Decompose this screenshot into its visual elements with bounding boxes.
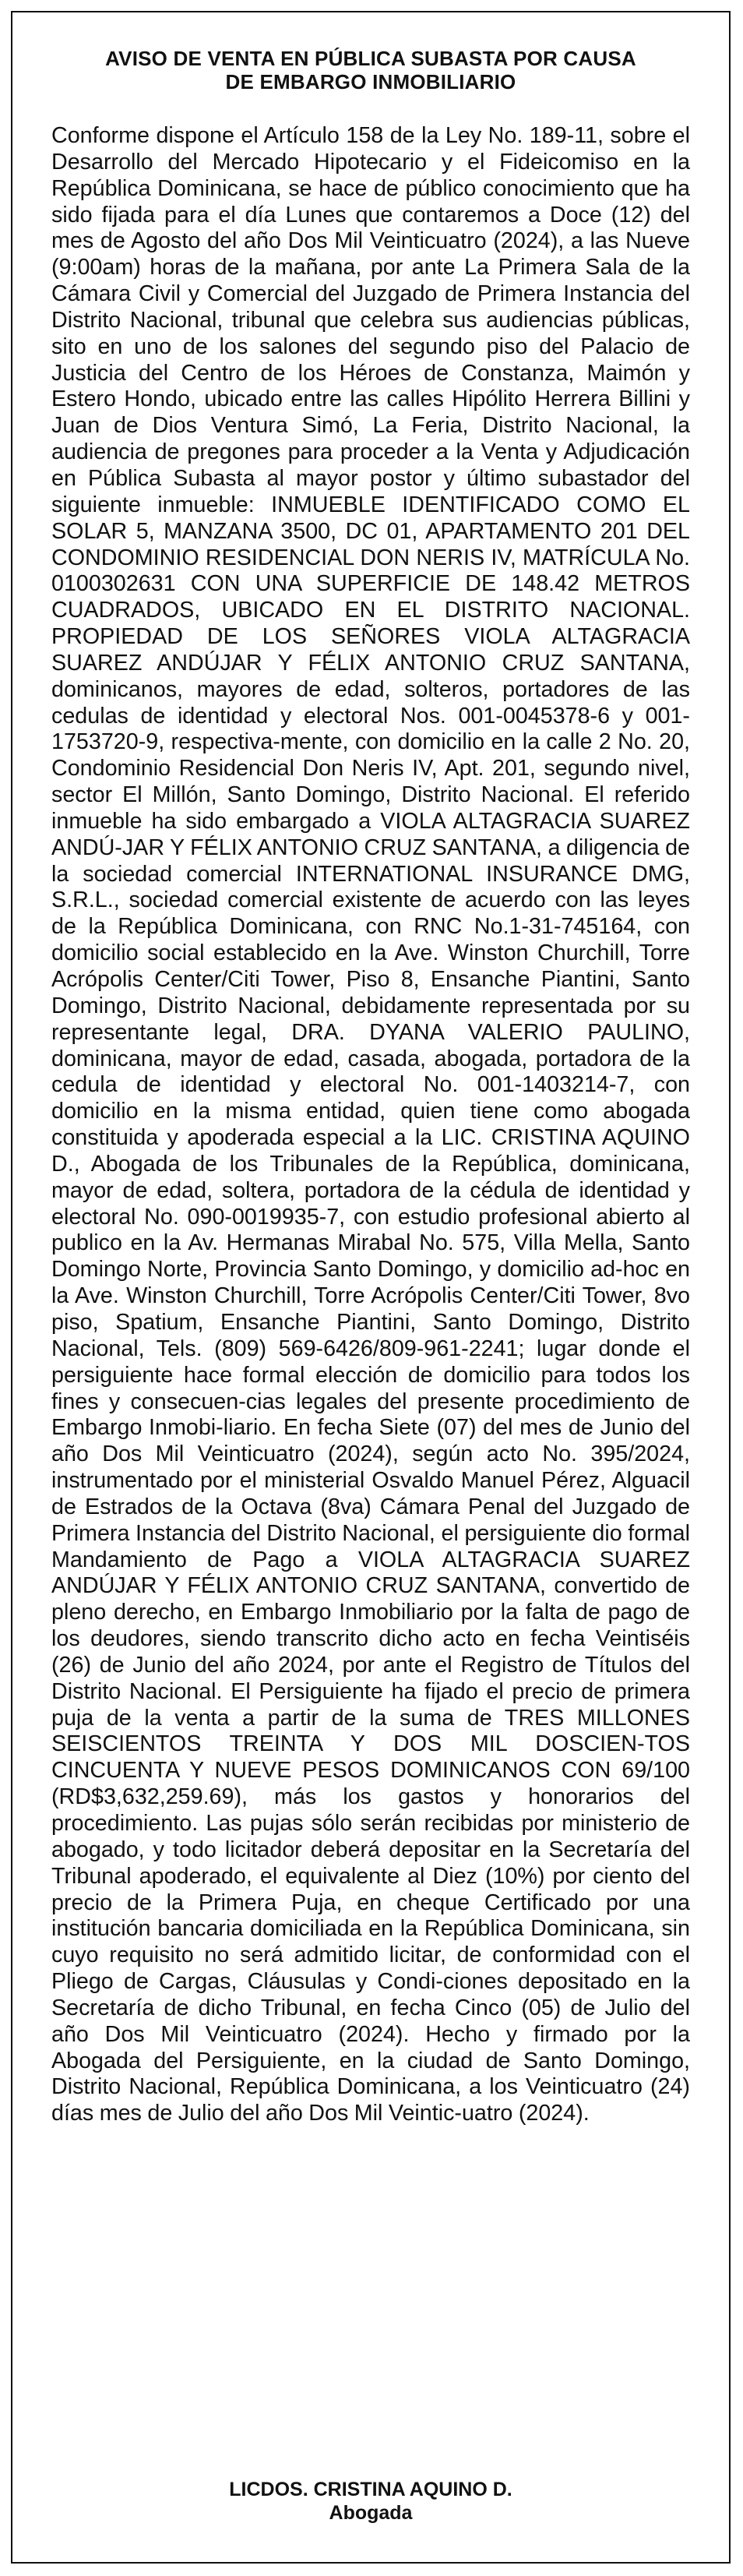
notice-title: [12, 47, 729, 94]
notice-title-line-1: AVISO DE VENTA EN PÚBLICA SUBASTA POR CAUSA: [105, 47, 636, 70]
legal-notice-frame: [11, 11, 731, 2564]
signature-role: Abogada: [329, 2502, 413, 2524]
signature-block: [12, 2478, 729, 2525]
signature-name: LICDOS. CRISTINA AQUINO D.: [229, 2479, 512, 2500]
notice-title-line-2: DE EMBARGO INMOBILIARIO: [225, 70, 516, 94]
notice-body: Conforme dispone el Artículo 158 de la Ley No. 189-11, sobre el Desarrollo del Mercado Hipotecario y el Fideicomiso en la República Dominicana, se hace de público conocimiento que ha sido fijada para el día Lunes que contaremos a Doce (12) del mes de Agosto del año Dos Mil Veinticuatro (2024), a las Nueve (9:00am) horas de la mañana, por ante La Primera Sala de la Cámara Civil y Comercial del Juzgado de Primera Instancia del Distrito Nacional, tribunal que celebra sus audiencias públicas, sito en uno de los salones del segundo piso del Palacio de Justicia del Centro de los Héroes de Constanza, Maimón y Estero Hondo, ubicado entre las calles Hipólito Herrera Billini y Juan de Dios Ventura Simó, La Feria, Distrito Nacional, la audiencia de pregones para proceder a la Venta y Adjudicación en Pública Subasta al mayor postor y último subastador del siguiente inmueble: INMUEBLE IDENTIFICADO COMO EL SOLAR 5, MANZANA 3500, DC 01, APARTAMENTO 201 DEL CONDOMINIO RESIDENCIAL DON NERIS IV, MATRÍCULA No. 0100302631 CON UNA SUPERFICIE DE 148.42 METROS CUADRADOS, UBICADO EN EL DISTRITO NACIONAL. PROPIEDAD DE LOS SEÑORES VIOLA ALTAGRACIA SUAREZ ANDÚJAR Y FÉLIX ANTONIO CRUZ SANTANA, dominicanos, mayores de edad, solteros, portadores de las cedulas de identidad y electoral Nos. 001-0045378-6 y 001-1753720-9, respectiva-mente, con domicilio en la calle 2 No. 20, Condominio Residencial Don Neris IV, Apt. 201, segundo nivel, sector El Millón, Santo Domingo, Distrito Nacional. El referido inmueble ha sido embargado a VIOLA ALTAGRACIA SUAREZ ANDÚ-JAR Y FÉLIX ANTONIO CRUZ SANTANA, a diligencia de la sociedad comercial INTERNATIONAL INSURANCE DMG, S.R.L., sociedad comercial existente de acuerdo con las leyes de la República Dominicana, con RNC No.1-31-745164, con domicilio social establecido en la Ave. Winston Churchill, Torre Acrópolis Center/Citi Tower, Piso 8, Ensanche Piantini, Santo Domingo, Distrito Nacional, debidamente representada por su representante legal, DRA. DYANA VALERIO PAULINO, dominicana, mayor de edad, casada, abogada, portadora de la cedula de identidad y electoral No. 001-1403214-7, con domicilio en la misma entidad, quien tiene como abogada constituida y apoderada especial a la LIC. CRISTINA AQUINO D., Abogada de los Tribunales de la República, dominicana, mayor de edad, soltera, portadora de la cédula de identidad y electoral No. 090-0019935-7, con estudio profesional abierto al publico en la Av. Hermanas Mirabal No. 575, Villa Mella, Santo Domingo Norte, Provincia Santo Domingo, y domicilio ad-hoc en la Ave. Winston Churchill, Torre Acrópolis Center/Citi Tower, 8vo piso, Spatium, Ensanche Piantini, Santo Domingo, Distrito Nacional, Tels. (809) 569-6426/809-961-2241; lugar donde el persiguiente hace formal elección de domicilio para todos los fines y consecuen-cias legales del presente procedimiento de Embargo Inmobi-liario. En fecha Siete (07) del mes de Junio del año Dos Mil Veinticuatro (2024), según acto No. 395/2024, instrumentado por el ministerial Osvaldo Manuel Pérez, Alguacil de Estrados de la Octava (8va) Cámara Penal del Juzgado de Primera Instancia del Distrito Nacional, el persiguiente dio formal Mandamiento de Pago a VIOLA ALTAGRACIA SUAREZ ANDÚJAR Y FÉLIX ANTONIO CRUZ SANTANA, convertido de pleno derecho, en Embargo Inmobiliario por la falta de pago de los deudores, siendo transcrito dicho acto en fecha Veintiséis (26) de Junio del año 2024, por ante el Registro de Títulos del Distrito Nacional. El Persiguiente ha fijado el precio de primera puja de la venta a partir de la suma de TRES MILLONES SEISCIENTOS TREINTA Y DOS MIL DOSCIEN-TOS CINCUENTA Y NUEVE PESOS DOMINICANOS CON 69/100 (RD$3,632,259.69), más los gastos y honorarios del procedimiento. Las pujas sólo serán recibidas por ministerio de abogado, y todo licitador deberá depositar en la Secretaría del Tribunal apoderado, el equivalente al Diez (10%) por ciento del precio de la Primera Puja, en cheque Certificado por una institución bancaria domiciliada en la República Dominicana, sin cuyo requisito no será admitido licitar, de conformidad con el Pliego de Cargas, Cláusulas y Condi-ciones depositado en la Secretaría de dicho Tribunal, en fecha Cinco (05) de Julio del año Dos Mil Veinticuatro (2024). Hecho y firmado por la Abogada del Persiguiente, en la ciudad de Santo Domingo, Distrito Nacional, República Dominicana, a los Veinticuatro (24) días mes de Julio del año Dos Mil Veintic-uatro (2024).: [51, 123, 690, 2126]
